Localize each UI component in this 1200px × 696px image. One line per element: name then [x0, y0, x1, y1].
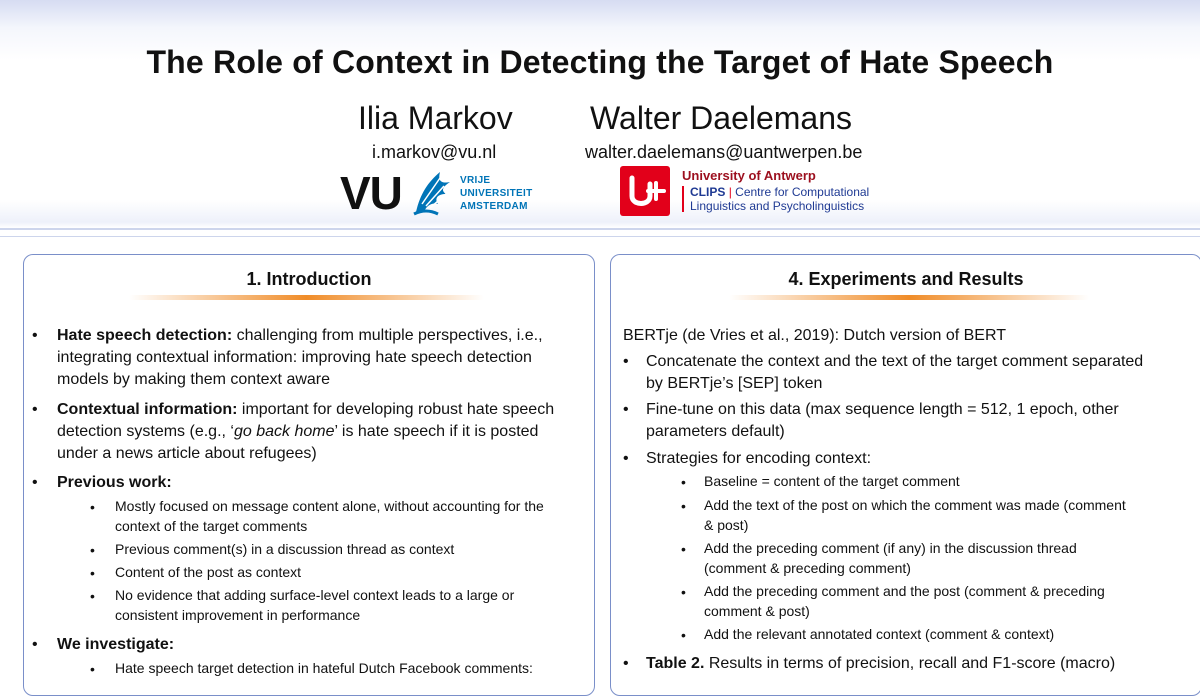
bullet-icon: •: [623, 353, 629, 370]
experiments-item-concatenate: [646, 351, 1174, 395]
strategy-line: & post): [704, 516, 749, 533]
bertje-intro: BERTje (de Vries et al., 2019): Dutch version of BERT: [623, 327, 1006, 344]
intro-item1-line3: models by making them context aware: [57, 371, 331, 388]
intro-item1-line1: challenging from multiple perspectives, i.e.,: [236, 327, 543, 344]
vu-logo-text: [460, 174, 533, 213]
sub-bullet-icon: •: [90, 661, 95, 677]
intro-investigate-label: We investigate:: [57, 636, 175, 653]
experiments-item-table: [646, 653, 1174, 675]
introduction-heading: 1. Introduction: [246, 269, 372, 289]
table-reference: Table 2.: [646, 655, 705, 672]
investigate-item: Hate speech target detection in hateful Dutch Facebook comments:: [115, 660, 533, 676]
previous-work-line: consistent improvement in performance: [115, 606, 361, 623]
previous-work-line: No evidence that adding surface-level context leads to a large or: [115, 587, 515, 603]
sub-bullet-icon: •: [90, 588, 95, 604]
previous-work-line: Mostly focused on message content alone, without accounting for the: [115, 498, 544, 514]
vu-amsterdam-logo: [340, 164, 540, 220]
strategy-item: [704, 539, 1174, 578]
experiments-item1-line1: Concatenate the context and the text of the target comment separated: [646, 353, 1144, 370]
strategy-item: [704, 496, 1174, 535]
previous-work-item: [115, 586, 587, 625]
griffin-icon: [410, 164, 460, 216]
experiments-heading: 4. Experiments and Results: [788, 269, 1024, 289]
bullet-icon: •: [623, 655, 629, 672]
previous-work-item: Previous comment(s) in a discussion thread as context: [115, 541, 455, 557]
uantwerp-mark: [620, 166, 670, 216]
previous-work-line: context of the target comments: [115, 517, 308, 534]
header-divider-secondary: [0, 236, 1200, 237]
intro-item2-line2a: detection systems (e.g., ‘: [57, 423, 234, 440]
previous-work-item: Content of the post as context: [115, 564, 302, 580]
strategy-item: Add the relevant annotated context (comment & context): [704, 626, 1055, 642]
strategy-item: Baseline = content of the target comment: [704, 473, 960, 489]
bullet-icon: •: [623, 401, 629, 418]
sub-bullet-icon: •: [681, 584, 686, 600]
heading-underline: [129, 295, 484, 300]
clips-acronym: CLIPS: [690, 185, 726, 199]
uantwerp-clips-logo: [620, 166, 880, 218]
uantwerp-name: University of Antwerp: [682, 168, 816, 183]
strategy-line: Add the text of the post on which the comment was made (comment: [704, 497, 1126, 513]
author-name-2: Walter Daelemans: [590, 100, 853, 136]
author-email-2: walter.daelemans@uantwerpen.be: [585, 142, 863, 162]
strategy-line: Add the preceding comment and the post (comment & preceding: [704, 583, 1105, 599]
intro-item2-line3: under a news article about refugees): [57, 445, 317, 462]
sub-bullet-icon: •: [681, 498, 686, 514]
header-divider: [0, 228, 1200, 230]
sub-bullet-icon: •: [681, 627, 686, 643]
author-email-1: i.markov@vu.nl: [372, 142, 497, 162]
bullet-icon: •: [32, 636, 38, 653]
strategy-item: [704, 582, 1174, 621]
intro-item1-line2: integrating contextual information: improving hate speech detection: [57, 349, 532, 366]
bullet-icon: •: [32, 401, 38, 418]
experiments-item1-line2: by BERTje’s [SEP] token: [646, 375, 823, 392]
introduction-panel: [23, 254, 595, 696]
bullet-icon: •: [32, 474, 38, 491]
heading-underline: [729, 295, 1089, 300]
intro-previous-work-label: Previous work:: [57, 474, 172, 491]
clips-line2: Linguistics and Psycholinguistics: [690, 199, 865, 213]
sub-bullet-icon: •: [681, 541, 686, 557]
strategy-line: Add the preceding comment (if any) in the discussion thread: [704, 540, 1077, 556]
vu-logo-line2: UNIVERSITEIT: [460, 188, 533, 199]
intro-item2-line2b: ’ is hate speech if it is posted: [334, 423, 539, 440]
sub-bullet-icon: •: [90, 499, 95, 515]
sub-bullet-icon: •: [681, 474, 686, 490]
clips-divider: [682, 186, 684, 212]
intro-item2-bold: Contextual information:: [57, 401, 238, 418]
clips-text: CLIPS | Centre for Computational Linguistics and Psycholinguistics: [690, 185, 870, 213]
bullet-icon: •: [623, 450, 629, 467]
strategy-line: comment & post): [704, 602, 810, 619]
vu-logo-mark: VU: [340, 167, 402, 219]
previous-work-item: [115, 497, 587, 536]
vu-logo-line1: VRIJE: [460, 175, 491, 186]
intro-item2-line1: important for developing robust hate speech: [241, 401, 555, 418]
sub-bullet-icon: •: [90, 565, 95, 581]
experiments-item-strategies: Strategies for encoding context:: [646, 450, 872, 467]
intro-item2-example: go back home: [233, 423, 335, 440]
intro-item-contextual: [57, 399, 587, 465]
vu-logo-line3: AMSTERDAM: [460, 201, 528, 212]
strategy-line: (comment & preceding comment): [704, 559, 911, 576]
experiments-item-finetune: [646, 399, 1174, 443]
poster-title: The Role of Context in Detecting the Target of Hate Speech: [146, 44, 1054, 80]
clips-line1: Centre for Computational: [735, 185, 870, 199]
table-caption: Results in terms of precision, recall and F1-score (macro): [708, 655, 1116, 672]
uantwerp-emblem-icon: [620, 166, 670, 216]
experiments-item2-line2: parameters default): [646, 423, 785, 440]
intro-item-hate-speech: [57, 325, 587, 391]
sub-bullet-icon: •: [90, 542, 95, 558]
author-name-1: Ilia Markov: [358, 100, 513, 136]
intro-item1-bold: Hate speech detection:: [57, 327, 233, 344]
experiments-panel: [610, 254, 1200, 696]
experiments-item2-line1: Fine-tune on this data (max sequence length = 512, 1 epoch, other: [646, 401, 1119, 418]
bullet-icon: •: [32, 327, 38, 344]
